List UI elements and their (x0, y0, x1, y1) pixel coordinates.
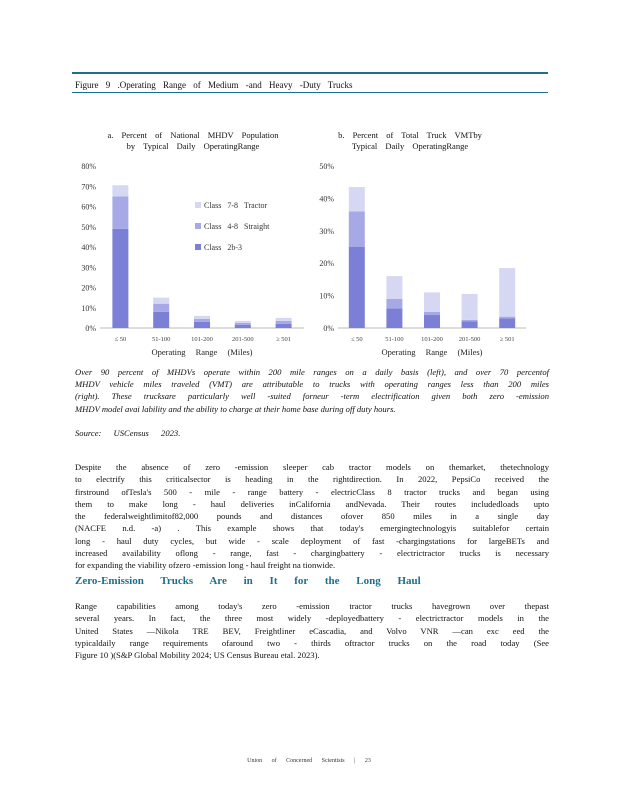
bar-segment (112, 229, 128, 328)
bar-segment (112, 185, 128, 196)
paragraph-line: increased availability oflong - range, fast - chargingbattery - electrictractor trucks is necessary (75, 548, 549, 559)
paragraph-line: several years. In fact, the three most widely -deployedbattery - electrictractor models in the (75, 613, 549, 624)
bar-segment (235, 321, 251, 323)
caption-line: MHDV model avai lability and the ability to charge at their home base during off duty hours. (75, 403, 396, 414)
figure-caption (75, 366, 549, 415)
bar-segment (276, 324, 292, 328)
x-tick-label: 101-200 (421, 336, 443, 343)
bar-segment (276, 321, 292, 324)
figure-title-rule (72, 92, 548, 93)
legend-label: Class 2b-3 (204, 243, 242, 252)
section-heading: Zero-Emission Trucks Are in It for the Long Haul (75, 575, 421, 587)
chart-b-title-line-2: Typical Daily OperatingRange (351, 140, 469, 151)
y-tick-label: 50% (319, 162, 334, 171)
chart-b-title-line-1: b. Percent of Total Truck VMTby (338, 130, 482, 140)
y-tick-label: 20% (319, 259, 334, 269)
legend-swatch (195, 202, 201, 208)
bar-segment (462, 320, 478, 322)
paragraph-line: typicaldaily range requirements ofaround two - thirds oftractor trucks on the road today (See (75, 637, 549, 648)
bar-segment (386, 276, 402, 299)
x-tick-label: ≥ 501 (276, 336, 292, 343)
paragraph-line: the federalweightlimitof82,000 pounds and distances ofover 850 miles in a single day (75, 511, 549, 522)
x-tick-label: 51-100 (151, 336, 171, 343)
paragraph-2 (75, 600, 549, 661)
bar-segment (194, 316, 210, 319)
x-tick-label: 201-500 (231, 336, 254, 343)
paragraph-line: long - haul duty cycles, but wide - scale deployment of fast -chargingstations for largeBETs and (75, 535, 549, 546)
bar-segment (424, 315, 440, 328)
bar-segment (424, 292, 440, 311)
legend-label: Class 4-8 Straight (204, 222, 270, 231)
bar-segment (499, 268, 515, 317)
y-tick-label: 50% (81, 222, 96, 232)
x-tick-label: ≥ 501 (499, 336, 515, 343)
chart-a-title-line-2: by Typical Daily OperatingRange (126, 140, 260, 151)
bar-segment (349, 187, 365, 211)
chart-a-title (98, 130, 288, 151)
legend-swatch (195, 244, 201, 250)
figure-source: Source: USCensus 2023. (75, 428, 181, 438)
y-tick-label: 0% (85, 324, 96, 333)
x-tick-label: ≤ 50 (114, 336, 127, 343)
bar-segment (112, 196, 128, 228)
paragraph-line: Figure 10 )(S&P Global Mobility 2024; US Census Bureau etal. 2023). (75, 650, 320, 661)
legend-label: Class 7-8 Tractor (204, 201, 268, 210)
chart-a-title-line-1: a. Percent of National MHDV Population (107, 130, 279, 140)
paragraph-line: Despite the absence of zero -emission sleeper cab tractor models on themarket, thetechnology (75, 462, 549, 472)
x-axis-label: Operating Range (Miles) (151, 347, 253, 357)
bar-segment (424, 312, 440, 315)
bar-segment (194, 319, 210, 322)
y-tick-label: 70% (81, 182, 96, 192)
bar-segment (386, 309, 402, 328)
y-tick-label: 30% (319, 226, 334, 236)
y-tick-label: 40% (81, 243, 96, 252)
figure-top-rule (72, 72, 548, 74)
bar-segment (194, 322, 210, 328)
paragraph-line: to electrify this criticalsector is heading in the rightdirection. In 2022, PepsiCo received the (75, 474, 549, 485)
figure-title: Figure 9 .Operating Range of Medium -and Heavy -Duty Trucks (75, 80, 353, 90)
bar-segment (386, 299, 402, 309)
bar-segment (153, 312, 169, 328)
caption-line: MHDV vehicle miles traveled (VMT) are attributable to trucks with operating ranges less than 200 miles (75, 379, 549, 390)
x-tick-label: ≤ 50 (350, 336, 363, 343)
paragraph-1 (75, 461, 549, 572)
bar-segment (349, 211, 365, 247)
y-tick-label: 60% (81, 202, 96, 212)
bar-segment (153, 304, 169, 312)
legend-swatch (195, 223, 201, 229)
page-footer: Union of Concerned Scientists | 23 (247, 758, 371, 764)
bar-segment (462, 322, 478, 328)
bar-segment (235, 323, 251, 325)
paragraph-line: (NACFE n.d. -a) . This example shows that today's emergingtechnologyis suitablefor certain (75, 523, 549, 534)
chart-a (70, 158, 310, 363)
paragraph-line: for expanding the viability ofzero -emission long - haul freight na tionwide. (75, 560, 336, 571)
caption-line: (right). These trucksare particularly well -suited forneur -term electrification given both zero -emission (75, 391, 549, 402)
y-tick-label: 0% (323, 324, 334, 333)
y-tick-label: 20% (81, 283, 96, 293)
paragraph-line: Range capabilities among today's zero -emission tractor trucks havegrown over thepast (75, 601, 549, 611)
chart-b-title (330, 130, 490, 151)
bar-segment (499, 318, 515, 328)
x-tick-label: 101-200 (191, 336, 213, 343)
bar-segment (235, 325, 251, 328)
x-axis-label: Operating Range (Miles) (381, 347, 483, 357)
bar-segment (276, 318, 292, 321)
bar-segment (462, 294, 478, 320)
caption-line: Over 90 percent of MHDVs operate within 200 mile ranges on a daily basis (left), and over 70 percentof (75, 367, 549, 377)
bar-segment (153, 298, 169, 304)
paragraph-line: firstround ofTesla's 500 - mile - range battery - electricClass 8 tractor trucks and began using (75, 486, 549, 497)
chart-b (296, 158, 536, 363)
y-tick-label: 30% (81, 263, 96, 273)
x-tick-label: 51-100 (385, 336, 404, 343)
y-tick-label: 40% (319, 194, 334, 204)
paragraph-line: them to make long - haul deliveries inCalifornia andNevada. Their routes includedloads upto (75, 498, 549, 509)
bar-segment (349, 247, 365, 328)
y-tick-label: 10% (319, 291, 334, 301)
x-tick-label: 201-500 (458, 336, 481, 343)
y-tick-label: 80% (81, 162, 96, 171)
y-tick-label: 10% (81, 303, 96, 313)
bar-segment (499, 317, 515, 319)
paragraph-line: United States —Nikola TRE BEV, Freightliner eCascadia, and Volvo VNR —can exc eed the (75, 625, 549, 636)
